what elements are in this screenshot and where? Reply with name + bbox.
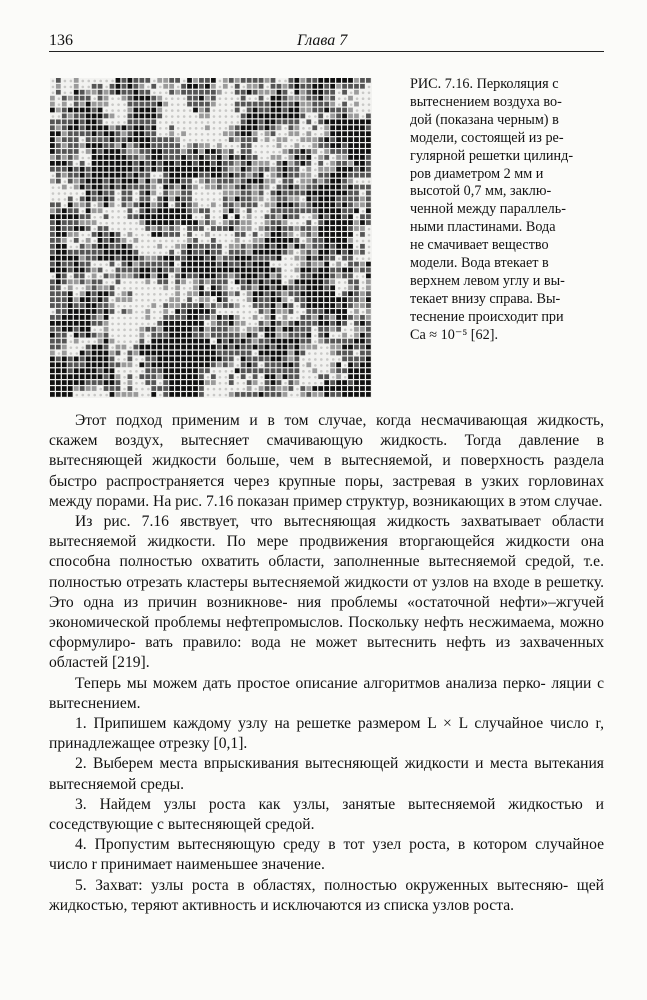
text-line: жидкости она способна полностью охватить области, заполненные	[49, 533, 605, 571]
text-line: поверхность раздела быстро распространяется через крупные поры,	[49, 452, 605, 490]
text-line: 1. Припишем каждому узлу на решетке размером L × L случайное	[75, 715, 544, 733]
percolation-figure	[50, 78, 372, 398]
caption-line: модели, состоящей из ре-	[410, 129, 564, 146]
text-line: вать правило: вода не может вытеснить нефть из захваченных областей	[49, 634, 604, 672]
caption-line: модели. Вода втекает в	[410, 255, 549, 272]
text-line: пример структур, возникающих в этом случае.	[292, 492, 603, 510]
text-line: ния проблемы «остаточной нефти»–жгучей экономической проблемы	[49, 593, 604, 632]
header-rule	[49, 51, 604, 52]
text-line: соседствующие с вытесняющей средой.	[49, 816, 315, 834]
paragraph-3	[49, 674, 604, 714]
text-line: давление в вытесняющей жидкости больше, чем в вытесняемой, и	[49, 432, 605, 470]
caption-line: текает внизу справа. Вы-	[410, 290, 561, 307]
page-number: 136	[49, 32, 73, 49]
caption-line: вытеснением воздуха во-	[410, 93, 562, 110]
chapter-title: Глава 7	[297, 32, 348, 49]
text-line: вытесняемой средой, т.е. полностью отрезать кластеры вытесняемой	[49, 553, 604, 591]
caption-line: гулярной решетки цилинд-	[410, 147, 574, 164]
text-line: нефтепромыслов. Поскольку нефть несжимаема, можно сформулиро-	[49, 614, 604, 652]
caption-line: не смачивает вещество	[410, 237, 549, 254]
text-line: случайное число r принимает наименьшее значение.	[49, 836, 604, 874]
body-text	[49, 411, 604, 916]
text-line: щей жидкостью, теряют активность и исключаются из списка узлов	[49, 876, 604, 914]
text-line: 3. Найдем узлы роста как узлы, занятые вытесняемой жидкостью и	[75, 795, 604, 813]
text-line: вытекания вытесняемой среды.	[49, 755, 604, 793]
text-line: застревая в узких горловинах между порами. На рис. 7.16 показан	[49, 472, 604, 510]
caption-line: теснение происходит при	[410, 308, 564, 325]
text-line: 2. Выберем места впрыскивания вытесняющей жидкости и места	[75, 755, 528, 773]
page-header	[49, 28, 604, 52]
text-line: жидкости от узлов на входе в решетку. Это одна из причин возникнове-	[49, 573, 604, 611]
caption-line: высотой 0,7 мм, заклю-	[410, 183, 552, 200]
caption-line: ров диаметром 2 мм и	[410, 165, 544, 182]
list-item-2	[49, 754, 604, 794]
text-line: Из рис. 7.16 явствует, что вытесняющая жидкость захватывает	[75, 513, 541, 531]
text-line: [219].	[111, 654, 150, 672]
caption-line: РИС. 7.16. Перколяция с	[410, 76, 559, 92]
text-line: ляции с вытеснением.	[49, 674, 604, 712]
percolation-lattice-image	[50, 78, 372, 398]
caption-line: ными пластинами. Вода	[410, 219, 556, 236]
caption-line: верхнем левом углу и вы-	[410, 272, 565, 289]
text-line: число r, принадлежащее отрезку [0,1].	[49, 715, 604, 753]
text-line: Этот подход применим и в том случае, когда несмачивающая	[75, 412, 528, 429]
text-line: 5. Захват: узлы роста в областях, полностью окруженных вытесняю-	[75, 876, 569, 894]
text-line: Теперь мы можем дать простое описание алгоритмов анализа перко-	[75, 674, 546, 692]
caption-line: Ca ≈ 10⁻⁵ [62].	[410, 326, 498, 343]
figure-caption	[410, 76, 604, 345]
text-line: жидкость, скажем воздух, вытесняет смачивающую жидкость. Тогда	[49, 412, 605, 450]
list-item-5	[49, 876, 604, 916]
paragraph-2	[49, 512, 604, 674]
caption-line: ченной между параллель-	[410, 201, 566, 218]
list-item-3	[49, 795, 604, 835]
text-line: 4. Пропустим вытесняющую среду в тот узел роста, в котором	[75, 836, 528, 854]
text-line: области вытесняемой жидкости. По мере продвижения вторгающейся	[49, 513, 604, 551]
paragraph-1	[49, 411, 604, 512]
caption-line: дой (показана черным) в	[410, 111, 559, 128]
list-item-4	[49, 835, 604, 875]
list-item-1	[49, 714, 604, 754]
text-line: роста.	[473, 896, 515, 914]
